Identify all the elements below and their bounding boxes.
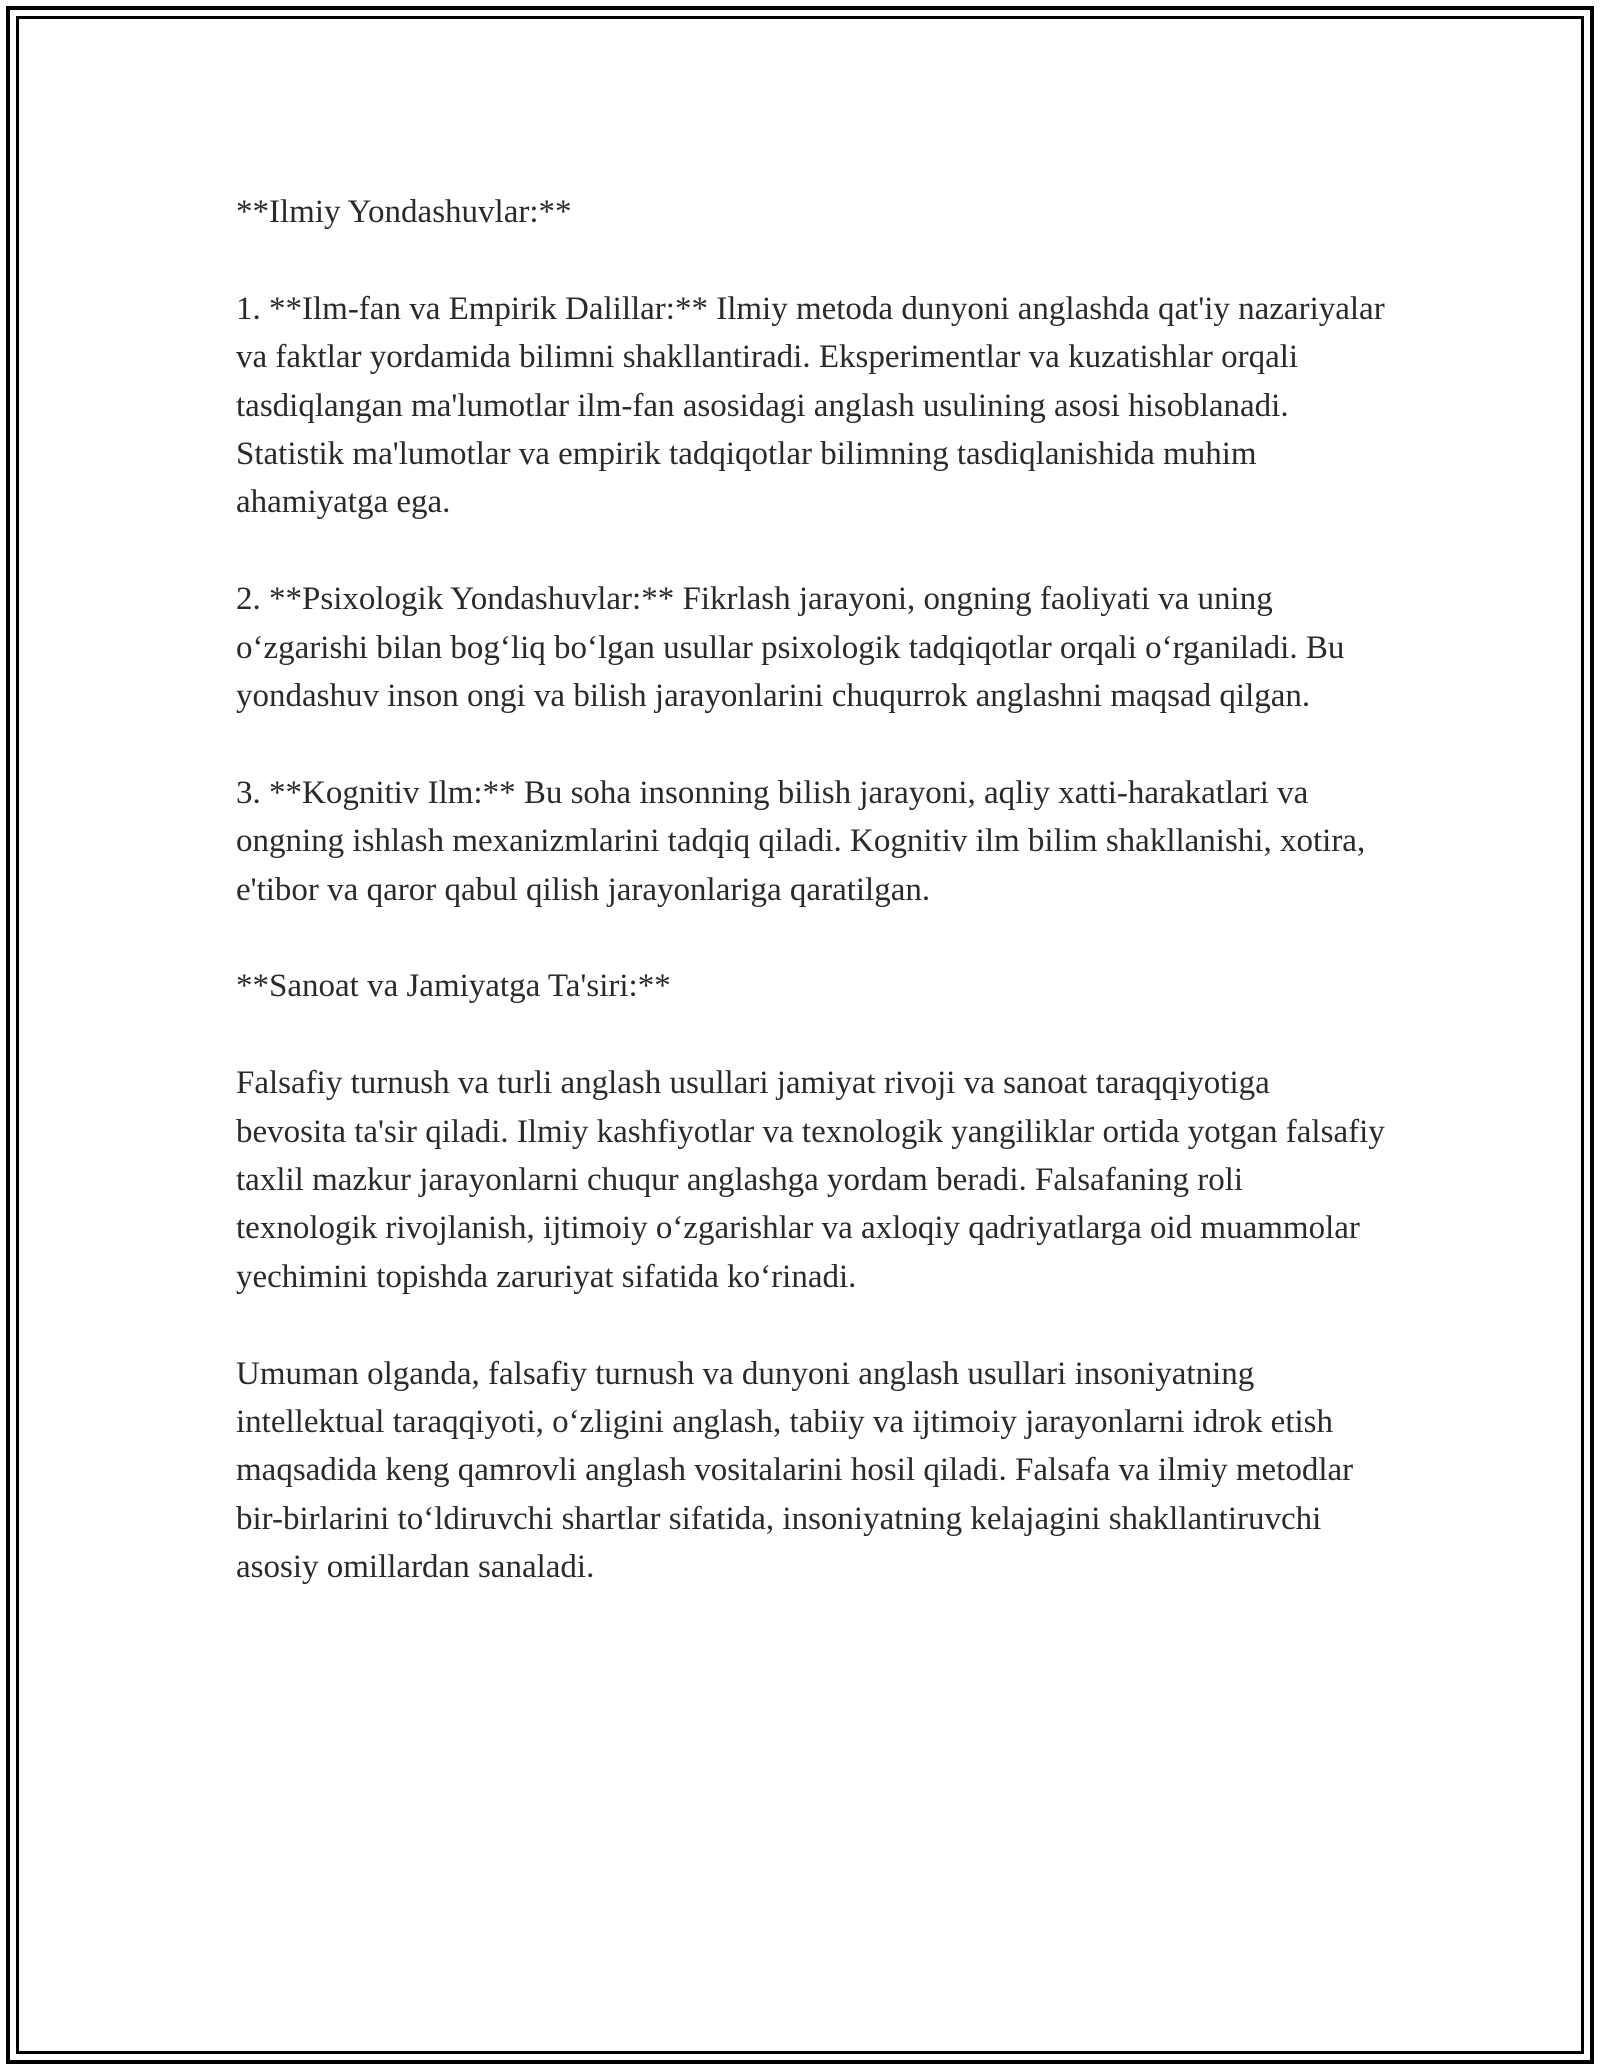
section-heading-sanoat: **Sanoat va Jamiyatga Ta'siri:** — [236, 968, 671, 1005]
list-item-psixologik: 2. **Psixologik Yondashuvlar:** Fikrlash jarayoni, ongning faoliyati va uning o‘zgarishi bilan bog‘liq bo‘lgan usullar psixologik tadqiqotlar orqali o‘rganiladi. Bu yondashuv inson ongi va bilish jarayonlarini chuqurrok anglashni maqsad qilgan. — [236, 581, 1345, 715]
list-item-kognitiv: 3. **Kognitiv Ilm:** Bu soha insonning bilish jarayoni, aqliy xatti-harakatlari va ongning ishlash mexanizmlarini tadqiq qiladi. Kognitiv ilm bilim shakllanishi, xotira, e'tibor va qaror qabul qilish jarayonlariga qaratilgan. — [236, 774, 1366, 908]
body-paragraph-2: Umuman olganda, falsafiy turnush va dunyoni anglash usullari insoniyatning intellektual taraqqiyoti, o‘zligini anglash, tabiiy va ijtimoiy jarayonlarni idrok etish maqsadida keng qamrovli anglash vositalarini hosil qiladi. Falsafa va ilmiy metodlar bir-birlarini to‘ldiruvchi shartlar sifatida, insoniyatning kelajagini shakllantiruvchi asosiy omillardan sanaladi. — [236, 1355, 1354, 1586]
section-heading-ilmiy-yondashuvlar: **Ilmiy Yondashuvlar:** — [236, 194, 572, 230]
document-body — [236, 188, 1386, 1592]
body-paragraph-1: Falsafiy turnush va turli anglash usullari jamiyat rivoji va sanoat taraqqiyotiga bevosita ta'sir qiladi. Ilmiy kashfiyotlar va texnologik yangiliklar ortida yotgan falsafiy taxlil mazkur jarayonlarni chuqur anglashga yordam beradi. Falsafaning roli texnologik rivojlanish, ijtimoiy o‘zgarishlar va axloqiy qadriyatlarga oid muammolar yechimini topishda zaruriyat sifatida ko‘rinadi. — [236, 1065, 1385, 1295]
list-item-ilm-fan: 1. **Ilm-fan va Empirik Dalillar:** Ilmiy metoda dunyoni anglashda qat'iy nazariyalar va faktlar yordamida bilimni shakllantiradi. Eksperimentlar va kuzatishlar orqali tasdiqlangan ma'lumotlar ilm-fan asosidagi anglash usulining asosi hisoblanadi. Statistik ma'lumotlar va empirik tadqiqotlar bilimning tasdiqlanishida muhim ahamiyatga ega. — [236, 290, 1385, 521]
